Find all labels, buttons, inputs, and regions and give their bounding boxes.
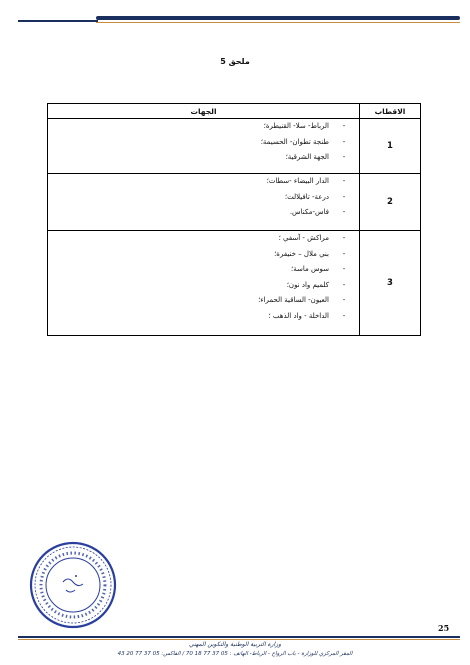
bullet-dash: - [342,177,346,185]
table-header-row [48,104,421,119]
page-number: 25 [438,623,450,633]
region-item: -سوس ماسة؛ [48,262,359,278]
footer-address: المقر المركزي للوزارة - باب الرواح - الرباط- الهاتف : 05 37 77 18 70 / الفاكس: 05 37 77 20 43 [117,651,353,657]
region-item: -الجهة الشرقية؛ [48,150,359,166]
official-stamp [28,540,118,630]
header-regions: الجهات [48,104,360,119]
regions-cell [48,119,360,174]
region-item: -الدار البيضاء -سطات؛ [48,174,359,190]
pole-number: 3 [360,231,421,336]
bullet-dash: - [342,311,346,320]
pole-number: 1 [360,119,421,174]
footer-rule [18,636,460,638]
bullet-dash: - [342,296,346,304]
bullet-dash: - [342,280,346,289]
regions-cell [48,231,360,336]
regions-cell [48,174,360,231]
region-item: -طنجة تطوان- الحسيمة؛ [48,135,359,151]
region-item: -كلميم واد نون؛ [48,278,359,294]
pole-number: 2 [360,174,421,231]
header-rule-left [18,20,98,22]
region-item: -مراكش - آسفي ؛ [48,231,359,247]
bullet-dash: - [342,265,346,273]
region-item: -درعة- تافيلالت؛ [48,190,359,206]
bullet-dash: - [342,249,346,258]
region-item: -بني ملال – خنيفرة؛ [48,247,359,263]
bullet-dash: - [342,153,346,161]
bullet-dash: - [342,192,346,201]
header-rule-accent [96,22,460,23]
table-row [48,174,421,231]
region-item: -الداخلة - واد الذهب ؛ [48,309,359,325]
annex-title: ملحق 5 [220,57,250,66]
region-item: -فاس-مكناس. [48,205,359,221]
bullet-dash: - [342,208,346,216]
bullet-dash: - [342,137,346,146]
poles-table [47,103,421,336]
table-row [48,231,421,336]
table-row [48,119,421,174]
region-item: -الرباط- سلا- القنيطرة؛ [48,119,359,135]
region-item: -العيون- الساقية الحمراء؛ [48,293,359,309]
bullet-dash: - [342,122,346,130]
header-poles: الاقطاب [360,104,421,119]
bullet-dash: - [342,234,346,242]
header-rule [96,16,460,20]
footer-ministry: وزارة التربية الوطنية والتكوين المهني [188,641,282,648]
footer-rule-accent [18,639,460,640]
